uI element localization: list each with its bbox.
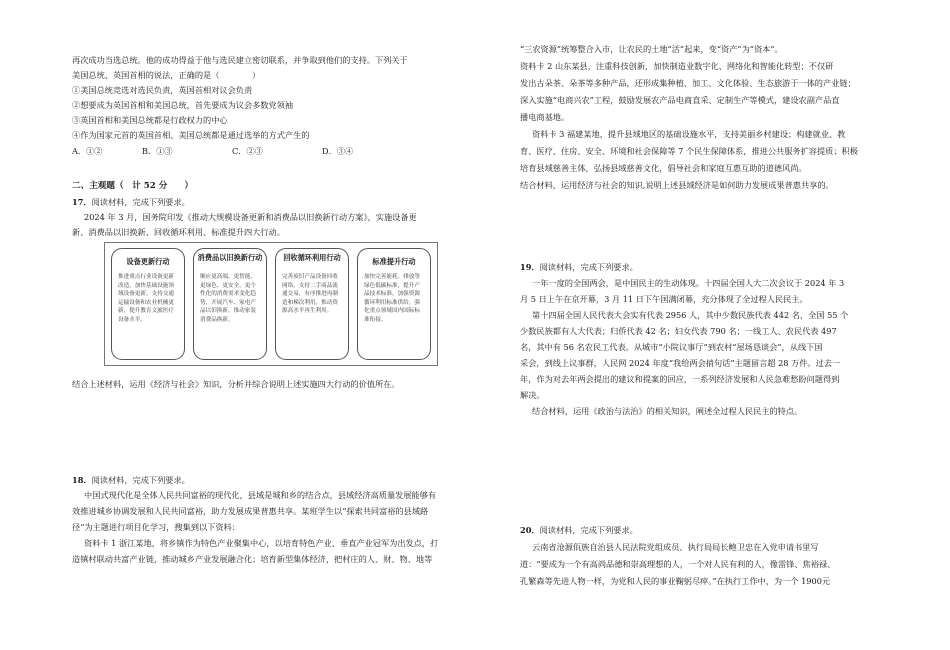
q16-line-1: 再次成功当选总统。他的成功得益于他与选民建立密切联系，并争取到他们的支持。下列关于 — [72, 55, 408, 65]
q18-question: 结合材料，运用经济与社会的知识,说明上述县域经济是如何助力发展成果普惠共享的。 — [520, 180, 834, 190]
q18-cont-line-1: “三农资源”统筹整合入市，让农民的土地“活”起来，变“资产”为“资本”。 — [520, 44, 783, 54]
q20-line-1: 云南省沧源佤族自治县人民法院党组成员、执行局局长鲍卫忠在入党申请书里写 — [532, 542, 819, 552]
q18-line-3: 径”为主题进行项目化学习，搜集到以下资料： — [72, 522, 240, 532]
q16-statement-3: ③英国首相和美国总统都是行政权力的中心 — [72, 115, 228, 125]
q18-header — [72, 475, 190, 486]
card-trade-in — [193, 248, 267, 360]
q20-number: 20． — [520, 525, 540, 535]
q18-card-2-line-2: 发出古朵茶、朵茶等多种产品，还形成集种植、加工、文化体验、生态旅游于一体的产业链； — [520, 78, 856, 88]
q19-intro: 阅读材料，完成下列要求。 — [539, 262, 638, 272]
q16-statement-4: ④作为国家元首的英国首相、美国总统都是通过选举的方式产生的 — [72, 130, 310, 140]
q19-question: 结合材料，运用《政治与法治》的相关知识，阐述全过程人民民主的特点。 — [532, 406, 803, 416]
q16-statement-2: ②想要成为英国首相和美国总统，首先要成为议会多数党领袖 — [72, 100, 294, 110]
q19-line-2: 月 5 日上午在京开幕，3 月 11 日下午国满闭幕，充分体现了全过程人民民主。 — [520, 294, 808, 304]
q20-line-2: 道：“要成为一个有高尚品德和崇高理想的人，一个对人民有利的人，像雷锋、焦裕禄、 — [520, 559, 836, 569]
card-title: 回收循环利用行动 — [283, 253, 341, 262]
q20-header — [520, 525, 638, 536]
q19-line-7: 年，作为对去年两会提出的建议和提案的回应，一系列经济发展和人民急难愁盼问题得到 — [520, 374, 840, 384]
card-recycling — [275, 248, 349, 360]
q20-line-3: 孔繁森等先进人物一样，为党和人民的事业鞠躬尽瘁。”在执行工作中，为一个 1900元 — [520, 576, 831, 586]
q18-line-1: 中国式现代化是全体人民共同富裕的现代化，县域是城和乡的结合点，县域经济高质量发展能够有 — [84, 490, 437, 500]
option-a: A．①② — [72, 146, 103, 156]
card-title: 消费品以旧换新行动 — [197, 253, 263, 262]
q16-statement-1: ①美国总统竞选对选民负责，英国首相对议会负责 — [72, 85, 253, 95]
q19-header — [520, 262, 638, 273]
q19-line-8: 解决。 — [520, 390, 545, 400]
q19-line-1: 一年一度的全国两会，是中国民主的生动体现。十四届全国人大二次会议于 2024 年 3 — [532, 278, 845, 288]
card-body: 推进重点行业设备更新改造，加快基础设施领域设备更新，支持交通运输设备和农业机械更新，提升教育文旅医疗设备水平。 — [118, 274, 174, 323]
q18-intro: 阅读材料，完成下列要求。 — [91, 475, 190, 485]
q18-line-2: 效推进城乡协调发展和人民共同富裕，助力发展成果普惠共享。某班学生以“探索共同富裕的县域路 — [72, 506, 429, 516]
q18-card-2-line-3: 深入实施“电商兴农”工程，鼓励发展农产品电商直采、定制生产等模式，建设农副产品直 — [520, 95, 840, 105]
q18-card-1-line-2: 造镇村联动共富产业链，推动城乡产业发展融合化；培育新型集体经济，把村庄的人、财、物、地等 — [72, 554, 433, 564]
card-title: 设备更新行动 — [126, 257, 170, 266]
q18-card-3-line-1: 资料卡 3 福建某地，提升县域地区的基础设施水平，支持美丽乡村建设；构建就业、教 — [532, 129, 846, 139]
q19-line-3: 第十四届全国人民代表大会实有代表 2956 人，其中少数民族代表 442 名，全国 55 个 — [532, 310, 849, 320]
q16-line-2: 美国总统、英国首相的说法，正确的是（ ） — [72, 70, 261, 80]
q18-number: 18． — [72, 475, 92, 485]
q19-number: 19． — [520, 262, 540, 272]
q17-line-1: 2024 年 3 月，国务院印发《推动大规模设备更新和消费品以旧换新行动方案》，实施设备更 — [84, 212, 417, 222]
q17-number: 17． — [72, 197, 92, 207]
card-body: 加快完善能耗、排放等绿色低碳标准，提升产品技术标准，加强资源循环利用标准供给，强化重点领域国内国际标准衔接。 — [364, 274, 420, 323]
q19-line-6: 采会，到线上议事群，人民网 2024 年度“我给两会捎句话”主题留言超 28 万件。过去一 — [520, 358, 841, 368]
q17-question: 结合上述材料，运用《经济与社会》知识，分析并综合说明上述实施四大行动的价值所在。 — [72, 379, 400, 389]
option-c: C．②③ — [232, 146, 263, 156]
q18-card-2-line-1: 资料卡 2 山东某县，注重科技创新，加快制造业数字化、网络化和智能化转型；不仅研 — [520, 61, 834, 71]
q18-card-3-line-2: 育、医疗、住房、安全、环境和社会保障等 7 个民生保障体系，推进公共服务扩容提质；积极 — [520, 146, 858, 156]
option-b: B．①③ — [142, 146, 173, 156]
option-d: D．③④ — [322, 146, 354, 156]
q18-card-2-line-4: 播电商基地。 — [520, 112, 570, 122]
q17-header — [72, 197, 190, 208]
q20-intro: 阅读材料，完成下列要求。 — [539, 525, 638, 535]
card-body: 完善废旧产品设备回收网络，支持二手商品流通交易，有序推进再制造和梯次利用，推动资源高水平再生利用。 — [282, 274, 338, 315]
q19-line-5: 名，其中有 56 名农民工代表。从城市“小院议事厅”到农村“屋场恳谈会”，从线下国 — [520, 342, 823, 352]
four-actions-figure — [104, 242, 438, 366]
q18-card-1-line-1: 资料卡 1 浙江某地，将乡镇作为特色产业聚集中心，以培育特色产业、垂直产业冠军为出发点，打 — [84, 538, 439, 548]
q17-intro: 阅读材料，完成下列要求。 — [91, 197, 190, 207]
card-title: 标准提升行动 — [372, 257, 416, 266]
section-title: 二、主观题（ 计 52 分 ） — [72, 181, 194, 191]
q19-line-4: 少数民族都有人大代表；归侨代表 42 名；妇女代表 790 名；一线工人、农民代表 497 — [520, 326, 837, 336]
card-equipment-update — [111, 248, 185, 360]
q18-card-3-line-3: 培育县域慈善主体，弘扬县域慈善文化，倡导社会和家庭互惠互助的道德风尚。 — [520, 163, 807, 173]
q17-line-2: 新、消费品以旧换新、回收循环利用、标准提升四大行动。 — [72, 227, 285, 237]
card-body: 顺应更高端、更智能、更绿色、更安全，更个性化的消费需求变化趋势，开展汽车、家电产品以旧换新，推动家装消费品换新。 — [200, 274, 256, 323]
card-standards — [357, 248, 431, 360]
